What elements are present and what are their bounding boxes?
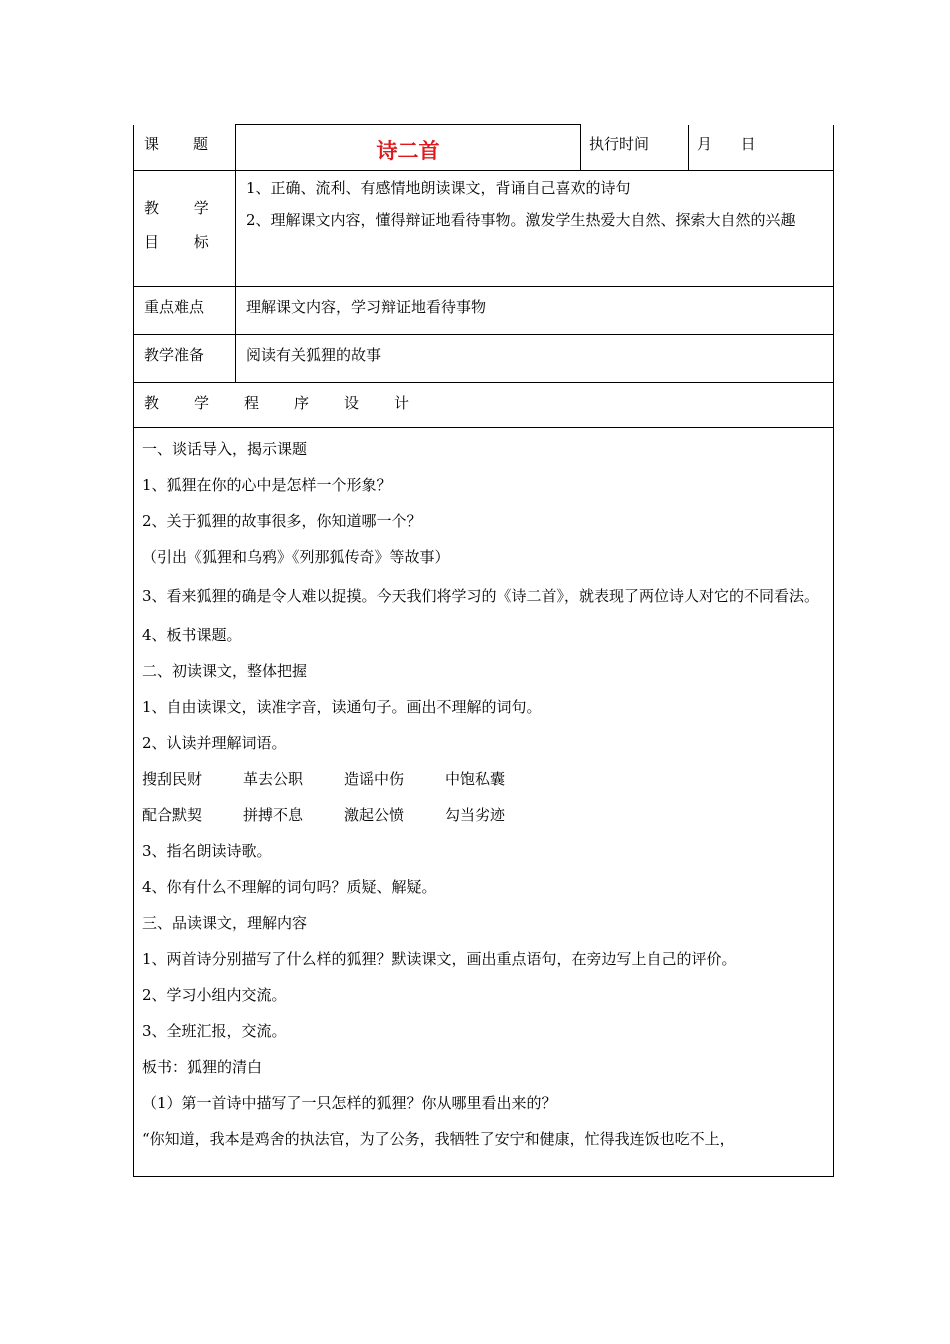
body-line: （引出《狐狸和乌鸦》《列那狐传奇》等故事） [142, 548, 450, 566]
vocab-word: 搜刮民财 [142, 770, 203, 788]
body-line: 2、学习小组内交流。 [142, 986, 287, 1004]
design-heading-char: 设 [344, 394, 360, 412]
body-line: 2、关于狐狸的故事很多，你知道哪一个？ [142, 512, 422, 530]
vocab-word: 激起公愤 [344, 806, 405, 824]
lesson-title: 诗二首 [376, 139, 440, 163]
date-cell [689, 125, 834, 171]
lesson-body-cell [134, 428, 834, 1177]
body-line: 三、品读课文，理解内容 [142, 914, 308, 932]
design-heading-char: 程 [244, 394, 260, 412]
lesson-body-row [134, 428, 834, 1177]
body-line: 2、认读并理解词语。 [142, 734, 287, 752]
key-points-label: 重点难点 [144, 298, 205, 316]
design-heading-row [134, 383, 834, 428]
key-points-label-cell [134, 287, 236, 335]
preparation-row [134, 335, 834, 383]
key-points-content-cell [236, 287, 834, 335]
body-line: 3、看来狐狸的确是令人难以捉摸。今天我们将学习的《诗二首》，就表现了两位诗人对它的不同看法。 [142, 587, 820, 605]
topic-label-char-1: 课 [144, 134, 160, 153]
key-points-text: 理解课文内容，学习辩证地看待事物 [246, 298, 487, 316]
goals-content-cell [236, 171, 834, 287]
goals-label-cell [134, 171, 236, 287]
body-line: 1、自由读课文，读准字音，读通句子。画出不理解的词句。 [142, 698, 542, 716]
topic-label-char-2: 题 [193, 134, 209, 153]
preparation-text: 阅读有关狐狸的故事 [246, 346, 382, 364]
body-line: “你知道，我本是鸡舍的执法官，为了公务，我牺牲了安宁和健康，忙得我连饭也吃不上， [142, 1130, 735, 1148]
vocab-word: 勾当劣迹 [445, 806, 506, 824]
topic-label-cell [134, 125, 236, 171]
key-points-row [134, 287, 834, 335]
preparation-label: 教学准备 [144, 346, 205, 364]
goals-row [134, 171, 834, 287]
vocab-word: 革去公职 [243, 770, 304, 788]
goal-item: 1、正确、流利、有感情地朗读课文，背诵自己喜欢的诗句 [246, 179, 631, 197]
design-heading-char: 计 [394, 394, 410, 412]
body-line: 1、两首诗分别描写了什么样的狐狸？默读课文，画出重点语句，在旁边写上自己的评价。 [142, 950, 737, 968]
vocab-word: 中饱私囊 [445, 770, 506, 788]
goal-item: 2、理解课文内容，懂得辩证地看待事物。激发学生热爱大自然、探索大自然的兴趣 [246, 211, 796, 229]
design-heading-char: 序 [294, 394, 310, 412]
exec-time-label-cell [581, 125, 689, 171]
design-heading-char: 教 [144, 394, 160, 412]
body-line: （1）第一首诗中描写了一只怎样的狐狸？你从哪里看出来的？ [142, 1094, 557, 1112]
preparation-content-cell [236, 335, 834, 383]
design-heading-char: 学 [194, 394, 210, 412]
lesson-title-cell [236, 125, 581, 171]
vocab-row [142, 797, 827, 833]
body-line: 3、指名朗读诗歌。 [142, 842, 272, 860]
lesson-body [134, 428, 833, 1157]
design-heading-cell [134, 383, 834, 428]
vocab-word: 拼搏不息 [243, 806, 304, 824]
body-line: 4、你有什么不理解的词句吗？质疑、解疑。 [142, 878, 437, 896]
date-text: 月 日 [697, 134, 756, 153]
preparation-label-cell [134, 335, 236, 383]
vocab-word: 造谣中伤 [344, 770, 405, 788]
body-line: 二、初读课文，整体把握 [142, 662, 308, 680]
lesson-plan-table [133, 124, 834, 1177]
title-row [134, 125, 834, 171]
body-line: 一、谈话导入，揭示课题 [142, 440, 308, 458]
body-line: 1、狐狸在你的心中是怎样一个形象？ [142, 476, 392, 494]
goals-label: 教 学 目 标 [144, 199, 224, 251]
body-line: 4、板书课题。 [142, 626, 242, 644]
body-line: 板书：狐狸的清白 [142, 1058, 263, 1076]
design-heading [134, 383, 833, 413]
vocab-word: 配合默契 [142, 806, 203, 824]
vocab-row [142, 761, 827, 797]
body-line: 3、全班汇报，交流。 [142, 1022, 287, 1040]
exec-time-label: 执行时间 [589, 134, 650, 153]
